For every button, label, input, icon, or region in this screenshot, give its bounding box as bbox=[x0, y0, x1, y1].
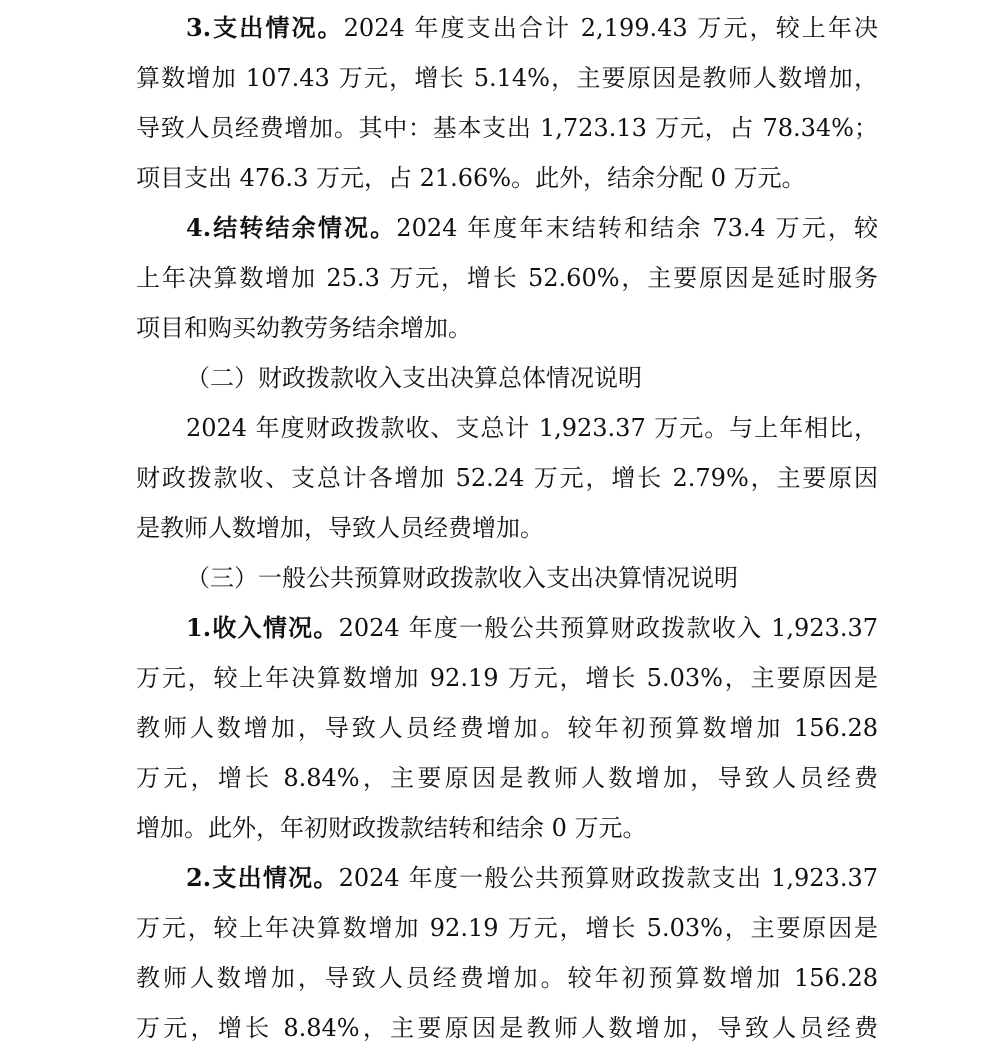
paragraph-expenditure-line-1 bbox=[186, 8, 878, 48]
paragraph-text: 万元，较上年决算数增加 92.19 万元，增长 5.03%，主要原因是 bbox=[136, 664, 878, 692]
section-title: （三）一般公共预算财政拨款收入支出决算情况说明 bbox=[186, 564, 738, 592]
paragraph-text: 2024 年度财政拨款收、支总计 1,923.37 万元。与上年相比， bbox=[186, 414, 878, 442]
paragraph-heading: 2.支出情况。 bbox=[186, 863, 339, 892]
paragraph-text: 教师人数增加，导致人员经费增加。较年初预算数增加 156.28 bbox=[136, 964, 878, 992]
paragraph-carryover-line-1 bbox=[186, 208, 878, 248]
paragraph-text: 2024 年度支出合计 2,199.43 万元，较上年决 bbox=[343, 14, 878, 42]
paragraph-text: 增加。此外，年初财政拨款结转和结余 0 万元。 bbox=[136, 814, 647, 842]
paragraph-text: 导致人员经费增加。其中：基本支出 1,723.13 万元，占 78.34%； bbox=[136, 114, 878, 142]
paragraph-text: 万元，增长 8.84%，主要原因是教师人数增加，导致人员经费 bbox=[136, 764, 878, 792]
paragraph-text: 2024 年度一般公共预算财政拨款收入 1,923.37 bbox=[338, 614, 878, 642]
paragraph-text: 上年决算数增加 25.3 万元，增长 52.60%，主要原因是延时服务 bbox=[136, 264, 878, 292]
paragraph-heading: 3.支出情况。 bbox=[186, 13, 344, 42]
paragraph-text: 2024 年度年末结转和结余 73.4 万元，较 bbox=[396, 214, 879, 242]
paragraph-text: 项目和购买幼教劳务结余增加。 bbox=[136, 314, 472, 342]
section-title: （二）财政拨款收入支出决算总体情况说明 bbox=[186, 364, 642, 392]
paragraph-text: 是教师人数增加，导致人员经费增加。 bbox=[136, 514, 544, 542]
paragraph-text: 教师人数增加，导致人员经费增加。较年初预算数增加 156.28 bbox=[136, 714, 878, 742]
paragraph-heading: 1.收入情况。 bbox=[186, 613, 339, 642]
paragraph-text: 财政拨款收、支总计各增加 52.24 万元，增长 2.79%，主要原因 bbox=[136, 464, 878, 492]
paragraph-text: 万元，增长 8.84%，主要原因是教师人数增加，导致人员经费 bbox=[136, 1014, 878, 1042]
paragraph-income-line-1 bbox=[186, 608, 878, 648]
paragraph-spending-line-1 bbox=[186, 858, 878, 898]
paragraph-text: 2024 年度一般公共预算财政拨款支出 1,923.37 bbox=[338, 864, 878, 892]
paragraph-text: 算数增加 107.43 万元，增长 5.14%，主要原因是教师人数增加， bbox=[136, 64, 878, 92]
paragraph-text: 项目支出 476.3 万元，占 21.66%。此外，结余分配 0 万元。 bbox=[136, 164, 806, 192]
paragraph-text: 万元，较上年决算数增加 92.19 万元，增长 5.03%，主要原因是 bbox=[136, 914, 878, 942]
paragraph-heading: 4.结转结余情况。 bbox=[186, 213, 397, 242]
